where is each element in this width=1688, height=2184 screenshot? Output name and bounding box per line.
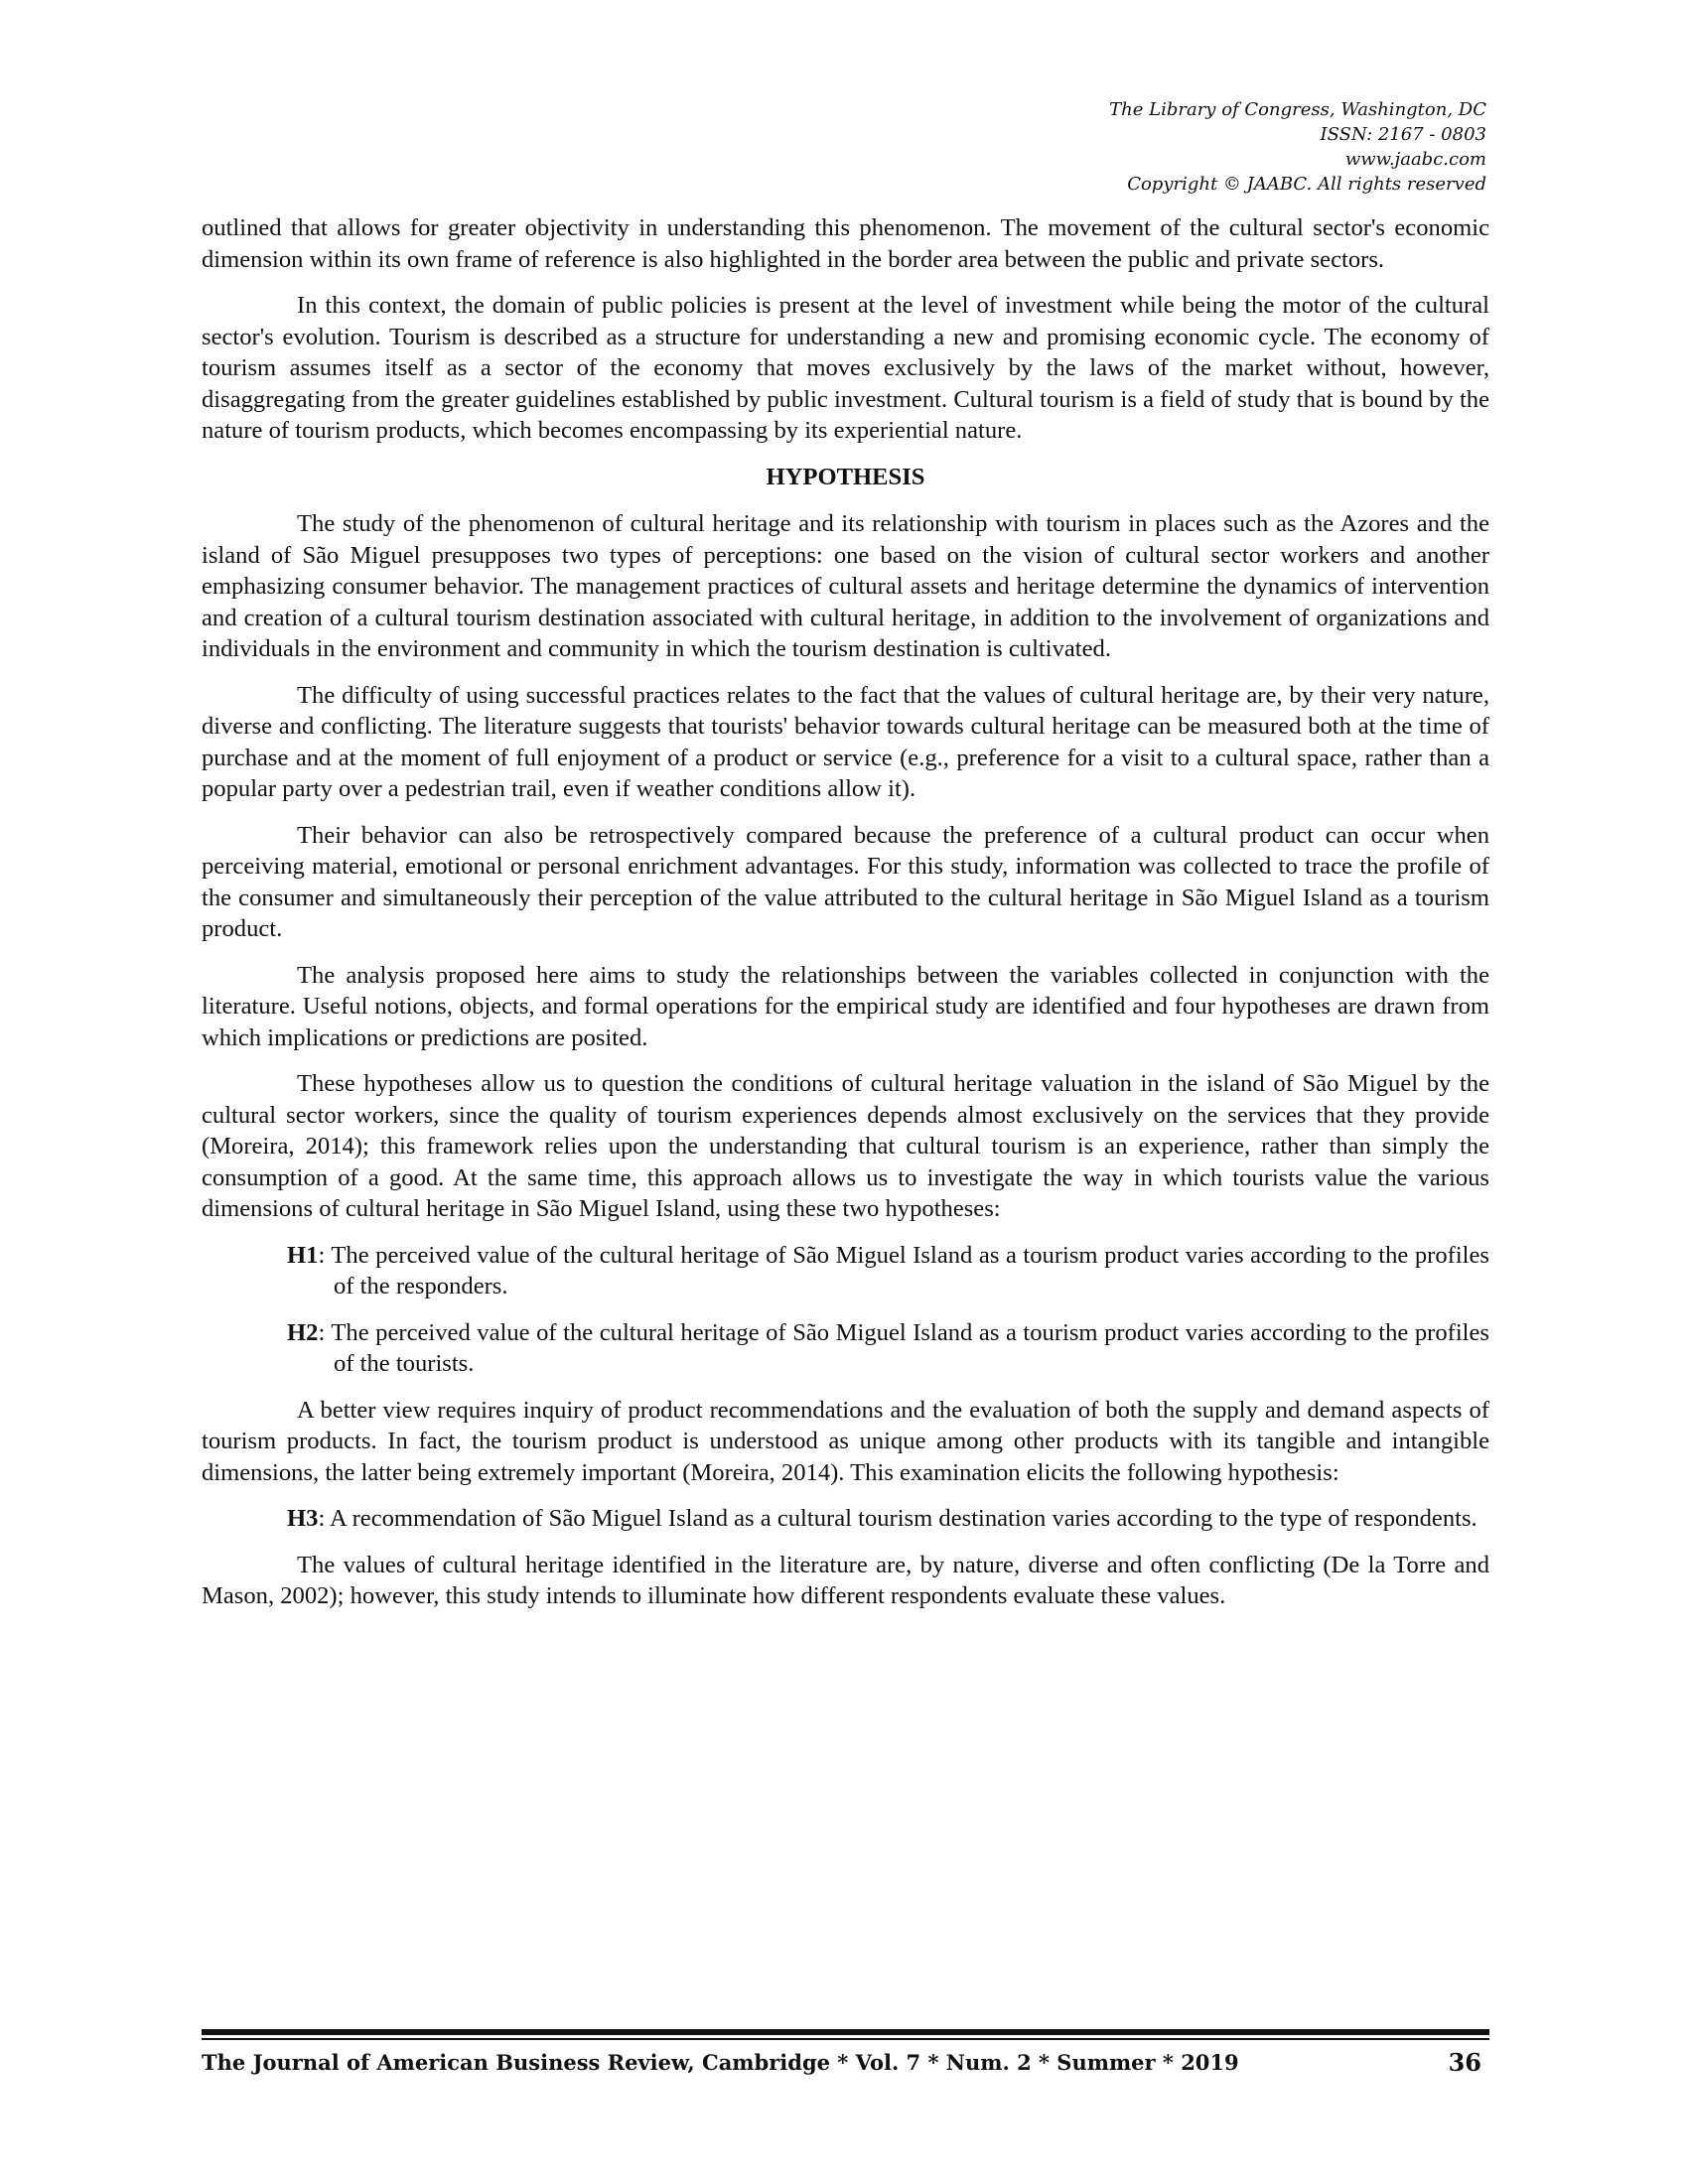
- header-library-line: The Library of Congress, Washington, DC: [1109, 99, 1486, 120]
- header-website-line: www.jaabc.com: [1344, 149, 1486, 170]
- hypothesis-h1-label: H1: [287, 1241, 319, 1269]
- paragraph-3: The study of the phenomenon of cultural heritage and its relationship with tourism in places such as the Azores and the island of São Miguel presupposes two types of perceptions: one based on the vision of cultural sector workers and another emphasizing consumer behavior. The management practices of cultural assets and heritage determine the dynamics of intervention and creation of a cultural tourism destination associated with cultural heritage, in addition to the involvement of organizations and individuals in the environment and community in which the tourism destination is cultivated.: [202, 510, 1489, 662]
- header-issn-line: ISSN: 2167 - 0803: [1320, 124, 1486, 145]
- article-body: [202, 212, 1489, 1627]
- hypothesis-h2-text: : The perceived value of the cultural heritage of São Miguel Island as a tourism product varies according to the profiles of the tourists.: [318, 1318, 1489, 1377]
- paragraph-1: outlined that allows for greater objectivity in understanding this phenomenon. The movement of the cultural sector's economic dimension within its own frame of reference is also highlighted in the border area between the public and private sectors.: [202, 214, 1489, 273]
- header-copyright-line: Copyright © JAABC. All rights reserved: [1127, 174, 1486, 195]
- hypothesis-h2: [202, 1317, 1489, 1380]
- section-heading-hypothesis: HYPOTHESIS: [766, 463, 925, 490]
- hypothesis-h3: [202, 1503, 1489, 1535]
- hypothesis-h3-label: H3: [287, 1505, 319, 1532]
- footer-divider-thick: [202, 2029, 1489, 2035]
- paragraph-6: The analysis proposed here aims to study the relationships between the variables collected in conjunction with the literature. Useful notions, objects, and formal operations for the empirical study are identified and four hypotheses are drawn from which implications or predictions are posited.: [202, 961, 1489, 1051]
- paragraph-5: Their behavior can also be retrospectively compared because the preference of a cultural product can occur when perceiving material, emotional or personal enrichment advantages. For this study, information was collected to trace the profile of the consumer and simultaneously their perception of the value attributed to the cultural heritage in São Miguel Island as a tourism product.: [202, 821, 1489, 942]
- running-header: [1109, 97, 1486, 197]
- paragraph-2: In this context, the domain of public policies is present at the level of investment while being the motor of the cultural sector's evolution. Tourism is described as a structure for understanding a new and promising economic cycle. The economy of tourism assumes itself as a sector of the economy that moves exclusively by the laws of the market without, however, disaggregating from the greater guidelines established by public investment. Cultural tourism is a field of study that is bound by the nature of tourism products, which becomes encompassing by its experiential nature.: [202, 292, 1489, 444]
- hypothesis-h1: [202, 1240, 1489, 1302]
- footer-journal-info: The Journal of American Business Review, Cambridge * Vol. 7 * Num. 2 * Summer * 2019: [202, 2050, 1239, 2075]
- paragraph-7: These hypotheses allow us to question the conditions of cultural heritage valuation in the island of São Miguel by the cultural sector workers, since the quality of tourism experiences depends almost exclusively on the services that they provide (Moreira, 2014); this framework relies upon the understanding that cultural tourism is an experience, rather than simply the consumption of a good. At the same time, this approach allows us to investigate the way in which tourists value the various dimensions of cultural heritage in São Miguel Island, using these two hypotheses:: [202, 1070, 1489, 1222]
- paragraph-9: The values of cultural heritage identified in the literature are, by nature, diverse and often conflicting (De la Torre and Mason, 2002); however, this study intends to illuminate how different respondents evaluate these values.: [202, 1551, 1489, 1609]
- paragraph-8: A better view requires inquiry of product recommendations and the evaluation of both the supply and demand aspects of tourism products. In fact, the tourism product is understood as unique among other products with its tangible and intangible dimensions, the latter being extremely important (Moreira, 2014). This examination elicits the following hypothesis:: [202, 1396, 1489, 1486]
- footer-divider-thin: [202, 2038, 1489, 2040]
- page-number: 36: [1448, 2048, 1481, 2077]
- hypothesis-h1-text: : The perceived value of the cultural heritage of São Miguel Island as a tourism product varies according to the profiles of the responders.: [318, 1241, 1489, 1299]
- hypothesis-h2-label: H2: [287, 1318, 319, 1346]
- hypothesis-h3-text: : A recommendation of São Miguel Island as a cultural tourism destination varies according to the type of respondents.: [318, 1505, 1477, 1532]
- paragraph-4: The difficulty of using successful practices relates to the fact that the values of cultural heritage are, by their very nature, diverse and conflicting. The literature suggests that tourists' behavior towards cultural heritage can be measured both at the time of purchase and at the moment of full enjoyment of a product or service (e.g., preference for a visit to a cultural space, rather than a popular party over a pedestrian trail, even if weather conditions allow it).: [202, 681, 1489, 802]
